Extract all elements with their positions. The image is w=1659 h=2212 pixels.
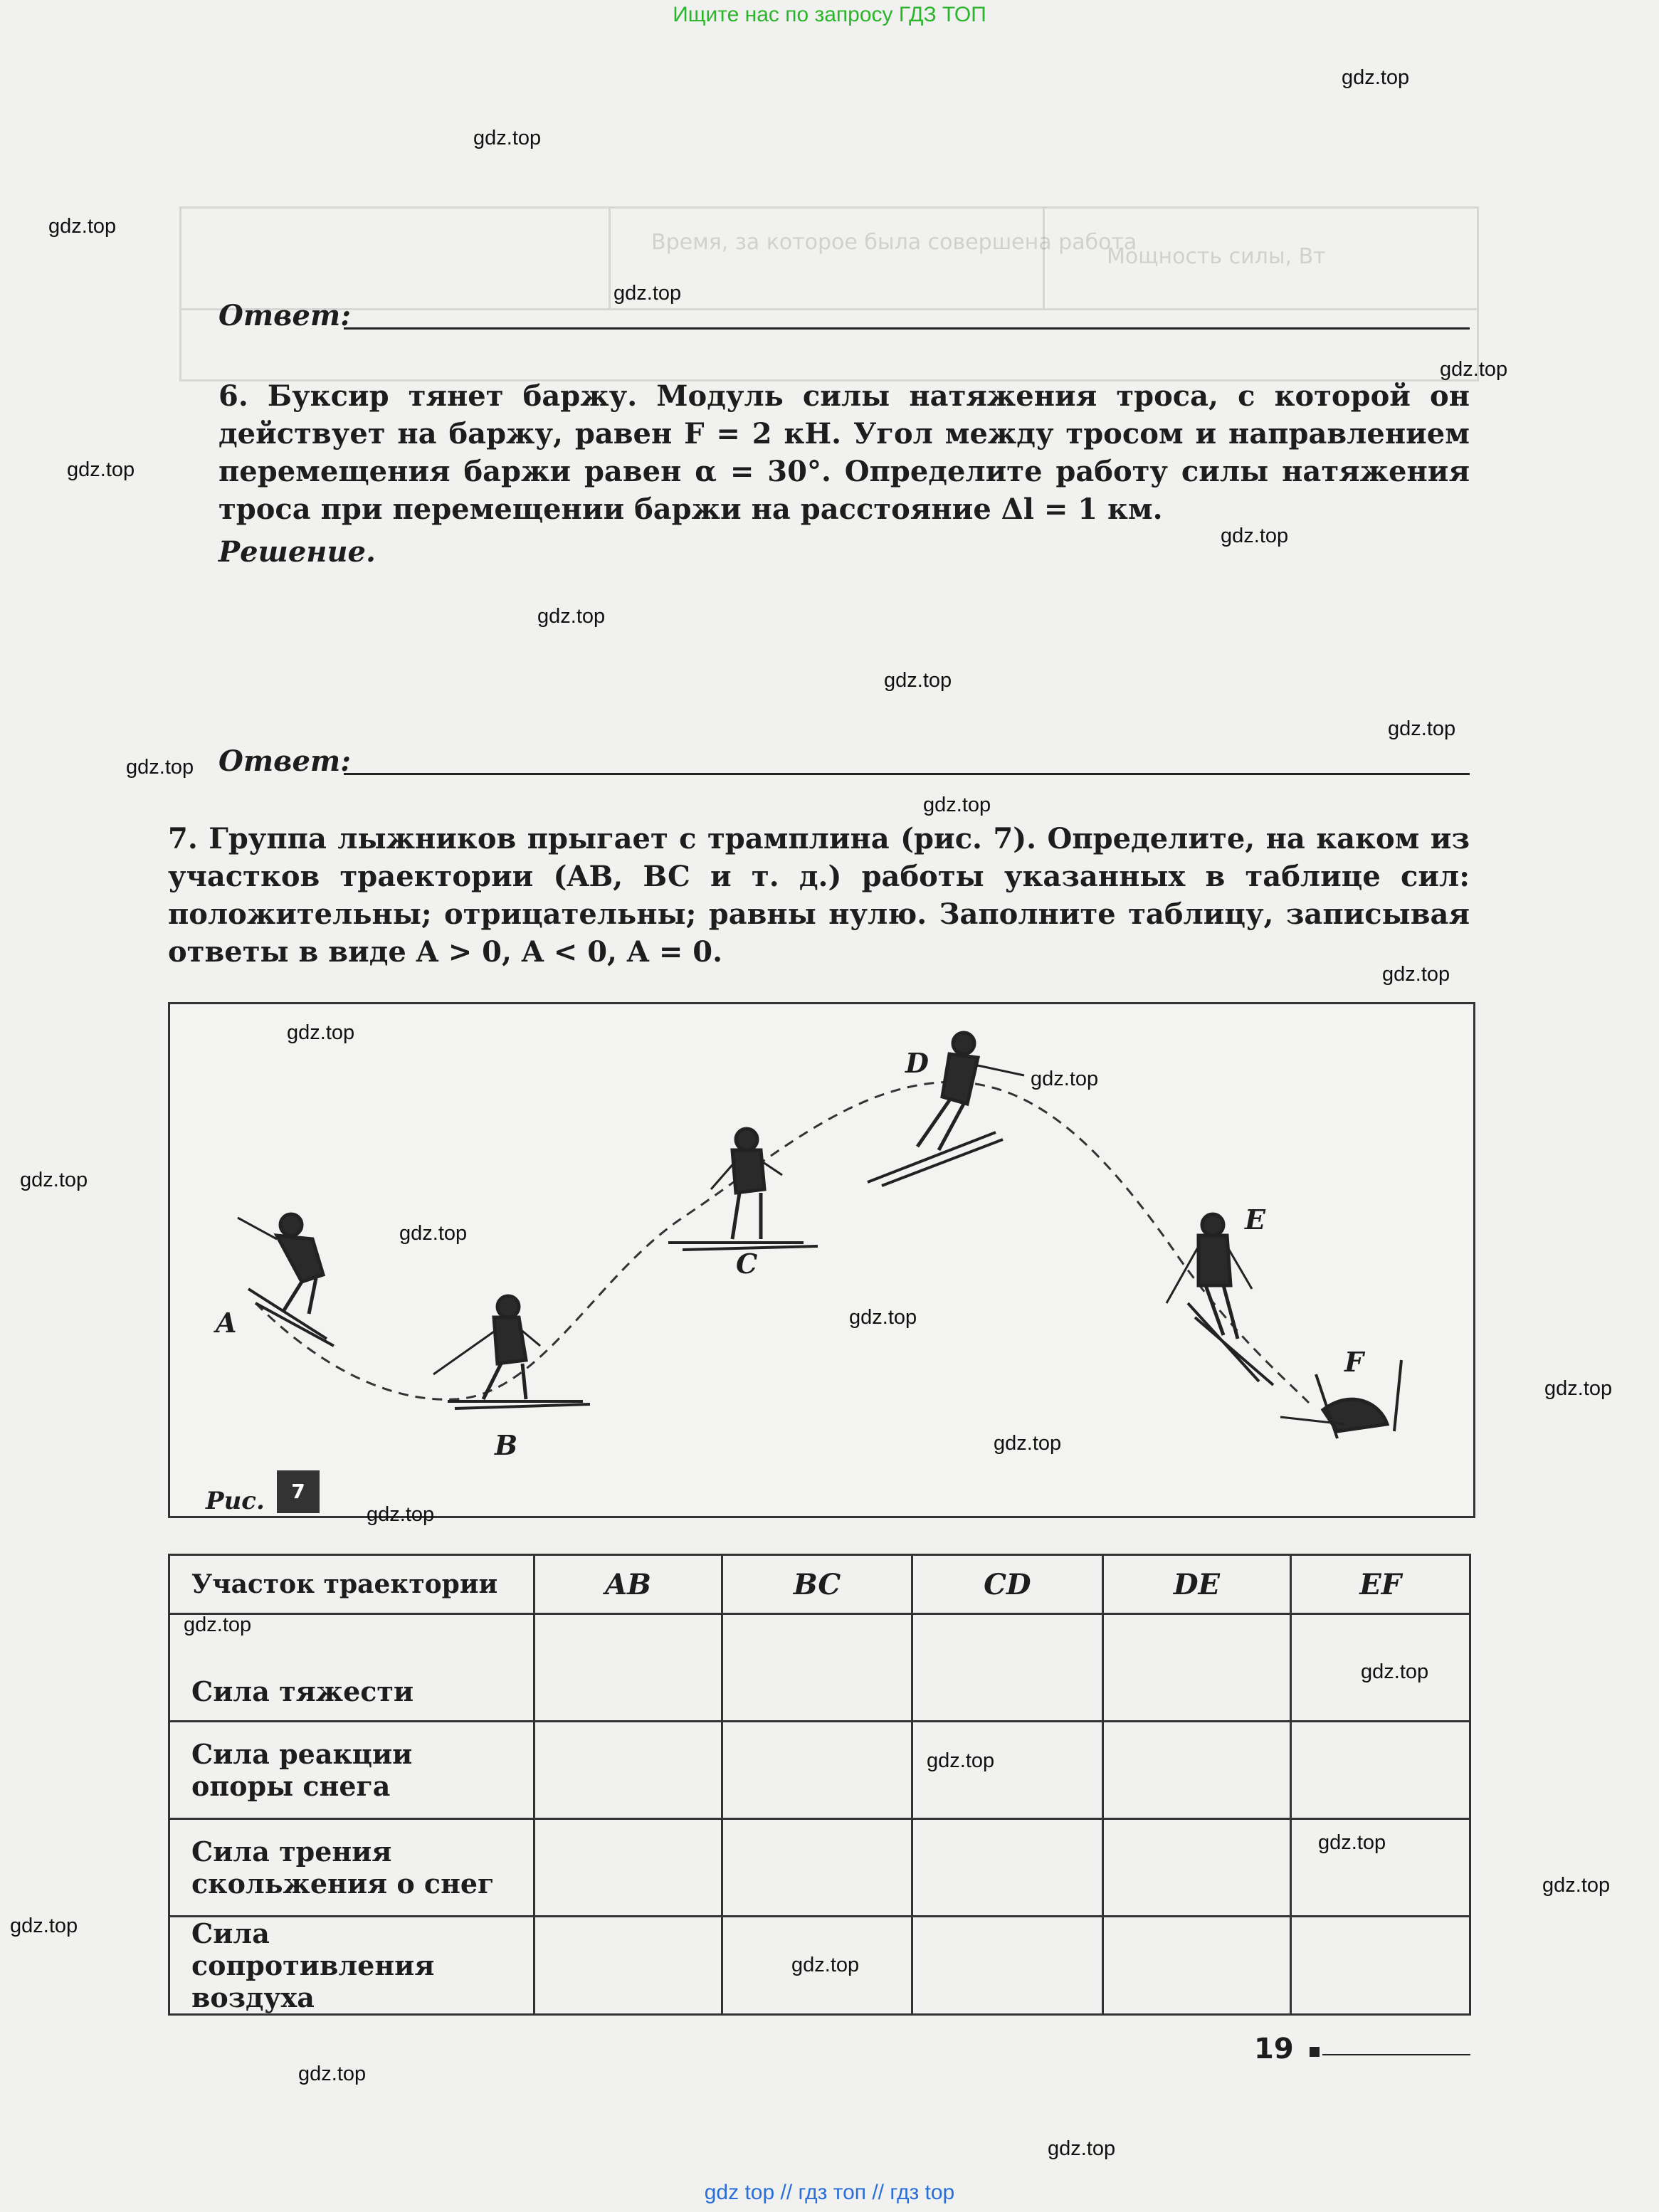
watermark[interactable]: gdz.top (994, 1432, 1062, 1455)
task-7 (168, 820, 1470, 971)
watermark[interactable]: gdz.top (1388, 717, 1456, 740)
table-header-bc: BC (722, 1555, 912, 1614)
table-header-segment: Участок траектории (169, 1555, 534, 1614)
cell-input[interactable] (722, 1722, 912, 1819)
answer-label-6: Ответ: (218, 744, 351, 778)
skier-f (1280, 1360, 1401, 1438)
figure-7 (168, 1002, 1475, 1518)
watermark[interactable]: gdz.top (473, 127, 542, 149)
cell-input[interactable] (534, 1614, 722, 1722)
table-header-cd: CD (912, 1555, 1102, 1614)
ski-jump-illustration (170, 1004, 1473, 1516)
cell-input[interactable] (722, 1614, 912, 1722)
watermark[interactable]: gdz.top (126, 756, 194, 779)
row-label-air-resistance: Сила сопротивления воздуха (169, 1917, 534, 2015)
watermark[interactable]: gdz.top (1361, 1660, 1429, 1683)
answer-label-5: Ответ: (218, 299, 351, 332)
cell-input[interactable] (534, 1722, 722, 1819)
watermark[interactable]: gdz.top (791, 1954, 860, 1976)
table-row (169, 1819, 1470, 1917)
task-7-number: 7. (168, 822, 198, 855)
faded-header-time: Время, за которое была совершена работа (651, 230, 1137, 255)
skier-a (238, 1214, 334, 1346)
cell-input[interactable] (1102, 1917, 1291, 2015)
cell-input[interactable] (1102, 1819, 1291, 1917)
faded-table (179, 206, 1479, 381)
figure-caption: Рис. (206, 1487, 265, 1515)
watermark[interactable]: gdz.top (1221, 525, 1289, 547)
task-7-text: Группа лыжников прыгает с трамплина (рис. 7). Определите, на каком из участков траектории (AB, BC и т. д.) работы указанных в таблице сил: положительны; отрицательны; равны нулю. Заполните таблицу, записывая ответы в виде A > 0, A < 0, A = 0. (168, 822, 1470, 969)
cell-input[interactable] (912, 1819, 1102, 1917)
skier-b (433, 1296, 590, 1408)
cell-input[interactable] (912, 1614, 1102, 1722)
watermark[interactable]: gdz.top (298, 2063, 367, 2085)
watermark[interactable]: gdz.top (367, 1503, 435, 1526)
watermark[interactable]: gdz.top (67, 458, 135, 481)
row-label-friction: Сила трения скольжения о снег (169, 1819, 534, 1917)
row-label-normal-force: Сила реакции опоры снега (169, 1722, 534, 1819)
bottom-banner[interactable]: gdz top // гдз топ // гдз top (704, 2181, 955, 2204)
page-number-rule (1322, 2054, 1470, 2055)
cell-input[interactable] (722, 1819, 912, 1917)
watermark[interactable]: gdz.top (20, 1169, 88, 1191)
watermark[interactable]: gdz.top (10, 1915, 78, 1937)
table-row (169, 1614, 1470, 1722)
cell-input[interactable] (534, 1819, 722, 1917)
figure-number-badge: 7 (277, 1470, 320, 1513)
point-e-label: E (1245, 1204, 1265, 1236)
watermark[interactable]: gdz.top (287, 1021, 355, 1044)
point-d-label: D (905, 1047, 929, 1079)
watermark[interactable]: gdz.top (1542, 1874, 1611, 1897)
cell-input[interactable] (912, 1917, 1102, 2015)
watermark[interactable]: gdz.top (849, 1306, 917, 1329)
watermark[interactable]: gdz.top (1031, 1068, 1099, 1090)
point-c-label: C (736, 1248, 758, 1280)
row-label-gravity: Сила тяжести (169, 1614, 534, 1722)
page-number: 19 (1254, 2033, 1294, 2065)
watermark[interactable]: gdz.top (884, 669, 952, 692)
point-f-label: F (1344, 1346, 1364, 1378)
cell-input[interactable] (1102, 1722, 1291, 1819)
watermark[interactable]: gdz.top (1382, 963, 1450, 986)
watermark[interactable]: gdz.top (1048, 2137, 1116, 2160)
table-row (169, 1722, 1470, 1819)
task-6 (218, 377, 1470, 528)
point-b-label: B (495, 1429, 518, 1461)
task-6-number: 6. (218, 379, 248, 413)
watermark[interactable]: gdz.top (923, 794, 991, 816)
watermark[interactable]: gdz.top (927, 1749, 995, 1772)
point-a-label: A (216, 1307, 237, 1339)
table-header-ef: EF (1291, 1555, 1470, 1614)
cell-input[interactable] (1291, 1917, 1470, 2015)
skier-d (868, 1033, 1024, 1186)
task-6-text: Буксир тянет баржу. Модуль силы натяжения троса, с которой он действует на баржу, равен F = 2 кН. Угол между тросом и направлением перемещения баржи равен α = 30°. Определите работу силы натяжения троса при перемещении баржи на расстояние Δl = 1 км. (218, 379, 1470, 526)
answer-line-6[interactable] (344, 773, 1470, 775)
watermark[interactable]: gdz.top (399, 1222, 468, 1245)
watermark[interactable]: gdz.top (613, 282, 682, 305)
watermark[interactable]: gdz.top (1440, 358, 1508, 381)
cell-input[interactable] (534, 1917, 722, 2015)
cell-input[interactable] (1102, 1614, 1291, 1722)
answer-table (168, 1554, 1471, 2016)
watermark[interactable]: gdz.top (1544, 1377, 1613, 1400)
table-header-de: DE (1102, 1555, 1291, 1614)
answer-line-5[interactable] (344, 327, 1470, 330)
watermark[interactable]: gdz.top (537, 605, 606, 628)
top-banner[interactable]: Ищите нас по запросу ГДЗ ТОП (673, 3, 986, 26)
watermark[interactable]: gdz.top (48, 215, 117, 238)
skier-e (1166, 1214, 1273, 1385)
page-number-marker (1310, 2047, 1320, 2057)
table-header-ab: AB (534, 1555, 722, 1614)
watermark[interactable]: gdz.top (184, 1613, 252, 1636)
watermark[interactable]: gdz.top (1318, 1831, 1386, 1854)
skier-c (668, 1129, 818, 1250)
watermark[interactable]: gdz.top (1342, 66, 1410, 89)
solution-label: Решение. (218, 535, 376, 569)
faded-header-power: Мощность силы, Вт (1107, 244, 1326, 269)
cell-input[interactable] (1291, 1722, 1470, 1819)
